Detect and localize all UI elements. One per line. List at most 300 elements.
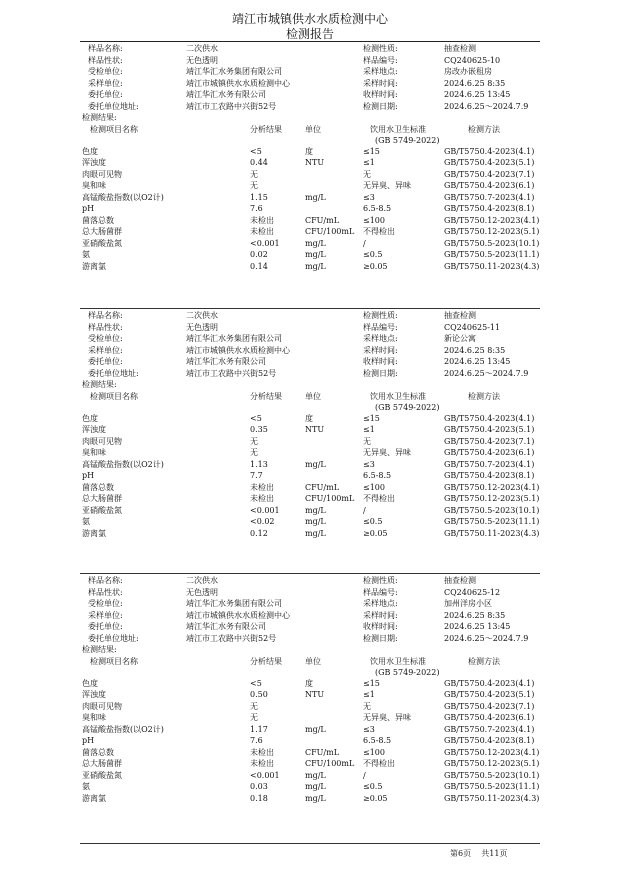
cell-method: GB/T5750.4-2023(8.1) xyxy=(444,736,535,745)
table-row xyxy=(80,724,540,736)
cell-item: pH xyxy=(82,204,95,213)
cell-result: 0.35 xyxy=(250,425,268,434)
cell-result: 无 xyxy=(250,169,258,179)
info-label: 样品编号: xyxy=(363,587,398,597)
info-value: 无色透明 xyxy=(186,322,218,332)
cell-item: 肉眼可见物 xyxy=(82,169,122,179)
cell-result: 无 xyxy=(250,448,258,457)
results-heading: 检测结果: xyxy=(82,380,117,389)
results-label xyxy=(80,379,540,391)
cell-unit: 度 xyxy=(305,413,313,423)
table-row xyxy=(80,238,540,250)
info-row xyxy=(80,345,540,357)
col-item-header: 检测项目名称 xyxy=(90,124,138,134)
results-heading: 检测结果: xyxy=(82,645,117,654)
cell-method: GB/T5750.4-2023(8.1) xyxy=(444,471,535,480)
info-value: 2024.6.25 13:45 xyxy=(444,357,511,366)
cell-item: 色度 xyxy=(82,146,98,156)
cell-item: 菌落总数 xyxy=(82,215,114,225)
cell-result: 无 xyxy=(250,181,258,190)
table-row xyxy=(80,493,540,505)
info-value: 2024.6.25 8:35 xyxy=(444,78,506,88)
cell-item: 游离氯 xyxy=(82,261,106,271)
cell-standard: / xyxy=(363,505,366,515)
cell-method: GB/T5750.4-2023(8.1) xyxy=(444,204,535,213)
cell-result: 无 xyxy=(250,701,258,711)
cell-method: GB/T5750.11-2023(4.3) xyxy=(444,528,540,538)
info-value: 二次供水 xyxy=(186,576,218,585)
cell-method: GB/T5750.12-2023(5.1) xyxy=(444,494,540,503)
sample-block xyxy=(80,575,540,804)
cell-result: 0.18 xyxy=(250,793,268,803)
info-value: 靖江市城镇供水水质检测中心 xyxy=(186,610,290,620)
table-row xyxy=(80,226,540,238)
cell-result: <0.001 xyxy=(250,505,280,515)
info-label: 委托单位: xyxy=(88,90,123,99)
cell-unit: CFU/100mL xyxy=(305,759,355,768)
info-label: 样品名称: xyxy=(88,576,123,585)
cell-unit: NTU xyxy=(305,425,325,434)
cell-result: <5 xyxy=(250,146,262,156)
results-label xyxy=(80,644,540,656)
cell-standard: ≤1 xyxy=(363,158,375,167)
table-header xyxy=(80,391,540,413)
cell-result: <5 xyxy=(250,678,262,688)
cell-item: 浑浊度 xyxy=(82,425,106,434)
info-value: 靖江华汇水务有限公司 xyxy=(186,90,266,99)
cell-method: GB/T5750.5-2023(10.1) xyxy=(444,505,540,515)
info-label: 收样时间: xyxy=(363,357,398,366)
cell-method: GB/T5750.11-2023(4.3) xyxy=(444,261,540,271)
footer-rule xyxy=(80,843,540,844)
cell-standard: ≤3 xyxy=(363,724,375,734)
info-label: 采样地点: xyxy=(363,599,398,608)
col-item-header: 检测项目名称 xyxy=(90,656,138,666)
table-row xyxy=(80,413,540,425)
table-row xyxy=(80,470,540,482)
info-row xyxy=(80,621,540,633)
info-label: 样品性状: xyxy=(88,587,123,597)
info-value: 靖江市工农路中兴街52号 xyxy=(186,368,277,378)
info-value: 靖江市工农路中兴街52号 xyxy=(186,101,277,111)
info-label: 检测日期: xyxy=(363,368,398,378)
cell-item: 色度 xyxy=(82,413,98,423)
info-value: 靖江华汇水务集团有限公司 xyxy=(186,67,282,76)
page-number: 第6页 xyxy=(450,849,472,858)
cell-standard: ≥0.05 xyxy=(363,793,388,803)
info-row xyxy=(80,356,540,368)
cell-unit: mg/L xyxy=(305,192,326,202)
cell-method: GB/T5750.7-2023(4.1) xyxy=(444,192,535,202)
cell-item: 色度 xyxy=(82,678,98,688)
table-row xyxy=(80,180,540,192)
info-value: 靖江华汇水务有限公司 xyxy=(186,622,266,631)
table-row xyxy=(80,758,540,770)
cell-method: GB/T5750.5-2023(11.1) xyxy=(444,517,540,526)
col-std-sub-header: (GB 5749-2022) xyxy=(375,402,440,412)
cell-result: 0.50 xyxy=(250,690,268,699)
cell-method: GB/T5750.12-2023(5.1) xyxy=(444,759,540,768)
table-row xyxy=(80,689,540,701)
cell-unit: CFU/100mL xyxy=(305,494,355,503)
info-value: 2024.6.25～2024.7.9 xyxy=(444,633,529,643)
cell-standard: ≤1 xyxy=(363,690,375,699)
cell-unit: mg/L xyxy=(305,724,326,734)
cell-result: 7.7 xyxy=(250,471,263,480)
cell-standard: 不得检出 xyxy=(363,759,395,768)
cell-item: 浑浊度 xyxy=(82,690,106,699)
cell-item: 亚硝酸盐氮 xyxy=(82,238,122,248)
cell-item: 菌落总数 xyxy=(82,482,114,492)
cell-item: 亚硝酸盐氮 xyxy=(82,505,122,515)
cell-item: 高锰酸盐指数(以O2计) xyxy=(82,459,164,469)
info-label: 样品名称: xyxy=(88,311,123,320)
cell-item: 肉眼可见物 xyxy=(82,701,122,711)
cell-item: 亚硝酸盐氮 xyxy=(82,770,122,780)
cell-method: GB/T5750.12-2023(4.1) xyxy=(444,482,540,492)
cell-unit: mg/L xyxy=(305,505,326,515)
info-row xyxy=(80,333,540,345)
info-value: 加州洋房小区 xyxy=(444,599,492,608)
cell-result: <5 xyxy=(250,413,262,423)
table-row xyxy=(80,215,540,227)
cell-standard: 不得检出 xyxy=(363,494,395,503)
cell-result: 0.44 xyxy=(250,158,268,167)
cell-unit: CFU/mL xyxy=(305,482,340,492)
info-value: 抽查检测 xyxy=(444,576,476,585)
cell-method: GB/T5750.4-2023(7.1) xyxy=(444,169,535,179)
table-row xyxy=(80,157,540,169)
cell-standard: ≤15 xyxy=(363,678,380,688)
info-value: 无色透明 xyxy=(186,55,218,65)
cell-method: GB/T5750.4-2023(7.1) xyxy=(444,436,535,446)
info-value: 2024.6.25～2024.7.9 xyxy=(444,101,529,111)
info-label: 受检单位: xyxy=(88,334,123,343)
col-std-header: 饮用水卫生标准 xyxy=(370,124,426,134)
cell-method: GB/T5750.4-2023(5.1) xyxy=(444,158,535,167)
cell-standard: ≤0.5 xyxy=(363,517,383,526)
info-label: 检测日期: xyxy=(363,101,398,111)
col-unit-header: 单位 xyxy=(305,124,321,134)
cell-unit: mg/L xyxy=(305,250,326,259)
page-total: 共11页 xyxy=(481,849,508,858)
info-label: 采样时间: xyxy=(363,345,398,355)
info-value: 靖江市城镇供水水质检测中心 xyxy=(186,345,290,355)
info-value: CQ240625-10 xyxy=(444,55,501,65)
cell-method: GB/T5750.12-2023(4.1) xyxy=(444,747,540,757)
info-value: 抽查检测 xyxy=(444,311,476,320)
info-row xyxy=(80,368,540,380)
cell-standard: 无异臭、异味 xyxy=(363,181,411,190)
sample-block xyxy=(80,43,540,272)
table-row xyxy=(80,505,540,517)
table-row xyxy=(80,447,540,459)
cell-unit: CFU/mL xyxy=(305,215,340,225)
cell-result: 1.13 xyxy=(250,459,268,469)
col-result-header: 分析结果 xyxy=(250,124,282,134)
cell-item: 总大肠菌群 xyxy=(82,227,122,236)
table-row xyxy=(80,482,540,494)
cell-standard: 无异臭、异味 xyxy=(363,448,411,457)
info-label: 采样地点: xyxy=(363,334,398,343)
info-label: 受检单位: xyxy=(88,599,123,608)
col-method-header: 检测方法 xyxy=(468,124,500,134)
table-row xyxy=(80,261,540,273)
cell-standard: ≤15 xyxy=(363,146,380,156)
report-org: 靖江市城镇供水水质检测中心 xyxy=(231,12,388,26)
table-row xyxy=(80,516,540,528)
col-std-header: 饮用水卫生标准 xyxy=(370,656,426,666)
info-row xyxy=(80,633,540,645)
cell-method: GB/T5750.7-2023(4.1) xyxy=(444,724,535,734)
table-row xyxy=(80,770,540,782)
cell-method: GB/T5750.4-2023(6.1) xyxy=(444,181,535,190)
info-label: 委托单位地址: xyxy=(88,101,139,111)
info-label: 样品性状: xyxy=(88,55,123,65)
table-header xyxy=(80,124,540,146)
info-row xyxy=(80,43,540,55)
cell-standard: 无 xyxy=(363,169,371,179)
info-label: 采样单位: xyxy=(88,610,123,620)
results-heading: 检测结果: xyxy=(82,113,117,122)
cell-standard: 6.5-8.5 xyxy=(363,736,392,745)
info-value: 2024.6.25～2024.7.9 xyxy=(444,368,529,378)
info-label: 检测性质: xyxy=(363,44,398,53)
table-row xyxy=(80,249,540,261)
cell-unit: mg/L xyxy=(305,261,326,271)
col-unit-header: 单位 xyxy=(305,391,321,401)
cell-item: 氨 xyxy=(82,517,90,526)
col-method-header: 检测方法 xyxy=(468,656,500,666)
info-value: 靖江市工农路中兴街52号 xyxy=(186,633,277,643)
cell-unit: 度 xyxy=(305,678,313,688)
info-label: 检测性质: xyxy=(363,311,398,320)
cell-result: <0.001 xyxy=(250,238,280,248)
cell-item: 臭和味 xyxy=(82,181,106,190)
results-label xyxy=(80,112,540,124)
cell-item: 高锰酸盐指数(以O2计) xyxy=(82,724,164,734)
col-item-header: 检测项目名称 xyxy=(90,391,138,401)
col-std-sub-header: (GB 5749-2022) xyxy=(375,667,440,677)
cell-unit: CFU/100mL xyxy=(305,227,355,236)
cell-standard: ≤0.5 xyxy=(363,782,383,791)
cell-method: GB/T5750.5-2023(11.1) xyxy=(444,782,540,791)
cell-unit: NTU xyxy=(305,158,325,167)
cell-method: GB/T5750.4-2023(4.1) xyxy=(444,146,535,156)
table-row xyxy=(80,701,540,713)
info-value: 靖江华汇水务集团有限公司 xyxy=(186,334,282,343)
table-row xyxy=(80,424,540,436)
cell-result: 未检出 xyxy=(250,747,274,757)
cell-unit: mg/L xyxy=(305,528,326,538)
table-row xyxy=(80,793,540,805)
info-row xyxy=(80,78,540,90)
table-row xyxy=(80,203,540,215)
cell-item: pH xyxy=(82,471,95,480)
cell-standard: ≤100 xyxy=(363,215,385,225)
info-value: 2024.6.25 8:35 xyxy=(444,345,506,355)
page-footer xyxy=(450,848,507,859)
info-label: 收样时间: xyxy=(363,622,398,631)
cell-method: GB/T5750.4-2023(6.1) xyxy=(444,713,535,722)
cell-result: 7.6 xyxy=(250,204,263,213)
info-label: 委托单位: xyxy=(88,622,123,631)
cell-result: 0.14 xyxy=(250,261,268,271)
col-unit-header: 单位 xyxy=(305,656,321,666)
info-label: 受检单位: xyxy=(88,67,123,76)
info-row xyxy=(80,587,540,599)
cell-item: 臭和味 xyxy=(82,448,106,457)
cell-item: 菌落总数 xyxy=(82,747,114,757)
cell-standard: 无异臭、异味 xyxy=(363,713,411,722)
col-std-sub-header: (GB 5749-2022) xyxy=(375,135,440,145)
info-label: 检测日期: xyxy=(363,633,398,643)
cell-unit: 度 xyxy=(305,146,313,156)
info-value: 2024.6.25 13:45 xyxy=(444,622,511,631)
table-header xyxy=(80,656,540,678)
info-value: CQ240625-11 xyxy=(444,322,501,332)
cell-method: GB/T5750.4-2023(4.1) xyxy=(444,678,535,688)
info-row xyxy=(80,55,540,67)
cell-method: GB/T5750.5-2023(10.1) xyxy=(444,770,540,780)
cell-result: 未检出 xyxy=(250,482,274,492)
info-label: 采样单位: xyxy=(88,78,123,88)
cell-result: <0.001 xyxy=(250,770,280,780)
info-label: 采样时间: xyxy=(363,78,398,88)
info-row xyxy=(80,89,540,101)
table-row xyxy=(80,169,540,181)
cell-result: 0.02 xyxy=(250,250,268,259)
cell-standard: 6.5-8.5 xyxy=(363,204,392,213)
cell-method: GB/T5750.11-2023(4.3) xyxy=(444,793,540,803)
info-row xyxy=(80,610,540,622)
cell-item: 浑浊度 xyxy=(82,158,106,167)
info-value: 无色透明 xyxy=(186,587,218,597)
cell-unit: CFU/mL xyxy=(305,747,340,757)
col-result-header: 分析结果 xyxy=(250,656,282,666)
cell-method: GB/T5750.4-2023(6.1) xyxy=(444,448,535,457)
cell-item: 游离氯 xyxy=(82,528,106,538)
cell-standard: ≥0.05 xyxy=(363,528,388,538)
cell-result: 未检出 xyxy=(250,494,274,503)
info-value: 靖江华汇水务有限公司 xyxy=(186,357,266,366)
info-label: 样品编号: xyxy=(363,55,398,65)
cell-item: pH xyxy=(82,736,95,745)
info-label: 采样时间: xyxy=(363,610,398,620)
info-row xyxy=(80,575,540,587)
info-label: 委托单位地址: xyxy=(88,368,139,378)
cell-standard: 不得检出 xyxy=(363,227,395,236)
col-result-header: 分析结果 xyxy=(250,391,282,401)
cell-result: 未检出 xyxy=(250,759,274,768)
cell-method: GB/T5750.4-2023(5.1) xyxy=(444,425,535,434)
block-separator xyxy=(80,573,540,574)
info-value: 二次供水 xyxy=(186,44,218,53)
info-row xyxy=(80,598,540,610)
cell-item: 总大肠菌群 xyxy=(82,759,122,768)
cell-item: 氨 xyxy=(82,250,90,259)
cell-method: GB/T5750.7-2023(4.1) xyxy=(444,459,535,469)
cell-standard: ≤15 xyxy=(363,413,380,423)
cell-standard: ≥0.05 xyxy=(363,261,388,271)
table-row xyxy=(80,781,540,793)
cell-result: 0.12 xyxy=(250,528,268,538)
info-value: 2024.6.25 13:45 xyxy=(444,90,511,99)
info-value: 靖江市城镇供水水质检测中心 xyxy=(186,78,290,88)
cell-item: 肉眼可见物 xyxy=(82,436,122,446)
info-value: 2024.6.25 8:35 xyxy=(444,610,506,620)
cell-item: 总大肠菌群 xyxy=(82,494,122,503)
cell-result: 无 xyxy=(250,436,258,446)
cell-item: 氨 xyxy=(82,782,90,791)
table-row xyxy=(80,436,540,448)
cell-standard: ≤1 xyxy=(363,425,375,434)
cell-standard: ≤100 xyxy=(363,482,385,492)
table-row xyxy=(80,192,540,204)
block-separator xyxy=(80,308,540,309)
cell-standard: / xyxy=(363,238,366,248)
info-label: 采样地点: xyxy=(363,67,398,76)
top-rule xyxy=(80,41,540,42)
info-row xyxy=(80,310,540,322)
cell-item: 游离氯 xyxy=(82,793,106,803)
col-std-header: 饮用水卫生标准 xyxy=(370,391,426,401)
cell-standard: 无 xyxy=(363,436,371,446)
cell-unit: mg/L xyxy=(305,517,326,526)
cell-method: GB/T5750.5-2023(11.1) xyxy=(444,250,540,259)
cell-method: GB/T5750.4-2023(7.1) xyxy=(444,701,535,711)
cell-method: GB/T5750.12-2023(4.1) xyxy=(444,215,540,225)
table-row xyxy=(80,678,540,690)
cell-result: 未检出 xyxy=(250,215,274,225)
table-row xyxy=(80,459,540,471)
cell-standard: ≤3 xyxy=(363,192,375,202)
cell-unit: mg/L xyxy=(305,238,326,248)
cell-result: 无 xyxy=(250,713,258,722)
info-value: 二次供水 xyxy=(186,311,218,320)
report-title: 检测报告 xyxy=(285,27,334,41)
cell-item: 高锰酸盐指数(以O2计) xyxy=(82,192,164,202)
cell-method: GB/T5750.5-2023(10.1) xyxy=(444,238,540,248)
info-label: 采样单位: xyxy=(88,345,123,355)
info-value: 抽查检测 xyxy=(444,44,476,53)
cell-standard: ≤3 xyxy=(363,459,375,469)
table-row xyxy=(80,528,540,540)
cell-standard: / xyxy=(363,770,366,780)
cell-unit: mg/L xyxy=(305,459,326,469)
info-label: 委托单位地址: xyxy=(88,633,139,643)
info-label: 委托单位: xyxy=(88,357,123,366)
info-row xyxy=(80,322,540,334)
info-value: 房改办嵌租房 xyxy=(444,67,492,76)
info-value: 靖江华汇水务集团有限公司 xyxy=(186,599,282,608)
info-value: CQ240625-12 xyxy=(444,587,501,597)
info-label: 样品性状: xyxy=(88,322,123,332)
cell-unit: mg/L xyxy=(305,782,326,791)
info-label: 样品编号: xyxy=(363,322,398,332)
table-row xyxy=(80,712,540,724)
info-label: 收样时间: xyxy=(363,90,398,99)
info-value: 新论公寓 xyxy=(444,334,476,343)
cell-standard: 6.5-8.5 xyxy=(363,471,392,480)
cell-standard: 无 xyxy=(363,701,371,711)
sample-block xyxy=(80,310,540,539)
cell-unit: NTU xyxy=(305,690,325,699)
cell-result: 0.03 xyxy=(250,782,268,791)
cell-method: GB/T5750.4-2023(5.1) xyxy=(444,690,535,699)
table-row xyxy=(80,747,540,759)
info-label: 检测性质: xyxy=(363,576,398,585)
